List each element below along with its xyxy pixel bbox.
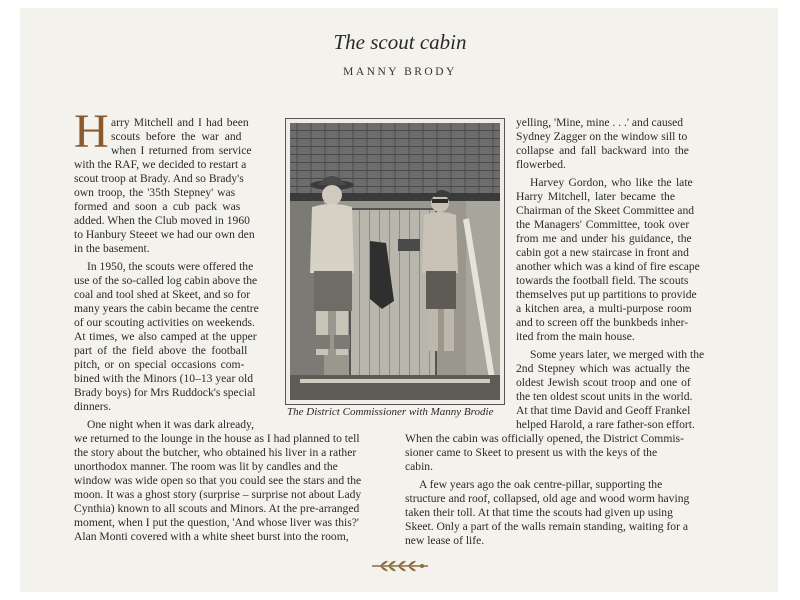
text-line: cabin. [405,460,434,473]
text-line: flowerbed. [516,158,566,171]
text-line: Chairman of the Skeet Committee and [516,204,695,217]
page-title: The scout cabin [333,30,467,54]
text-line: pitch, or on special occasions com- [74,358,245,371]
text-line: In 1950, the scouts were offered the [87,260,254,273]
text-line: scout troop at Brady. And so Brady's [74,172,244,185]
author-name: MANNY BRODY [343,66,457,78]
text-line: and to screen off the bunkbeds inher- [516,316,689,329]
text-line: own troop, the '35th Stepney' was [74,186,236,199]
text-line: A few years ago the oak centre-pillar, supporting the [419,478,663,491]
text-line: taken their toll. At that time the scouts had given up using [405,506,673,519]
text-line: scouts before the war and [111,130,242,143]
text-line: cabin got a new staircase in front and [516,246,689,259]
text-line: Brady boys) for Mrs Ruddock's special [74,386,256,399]
text-line: use of the so-called log cabin above the [74,274,258,287]
text-line: At times, we also camped at the upper [74,330,257,343]
text-line: when I returned from service [111,144,252,157]
text-line: added. When the Club moved in 1960 [74,214,250,227]
photo-frame [285,118,505,405]
text-line: we returned to the lounge in the house as I had planned to tell [74,432,360,445]
text-line: the Managers' Committee, took over [516,218,690,231]
photo-caption: The District Commissioner with Manny Brodie [287,406,494,418]
text-line: 2nd Stepney which was actually the [516,362,690,375]
drop-cap-letter: H [74,105,109,158]
text-line: Sydney Zagger on the window sill to [516,130,688,143]
text-line: When the cabin was officially opened, the District Commis- [405,432,684,445]
text-line: oldest Jewish scout troop and one of [516,376,691,389]
text-line: arry Mitchell and I had been [111,116,249,129]
text-line: of our scouting activities on weekends. [74,316,255,329]
text-line: dinners. [74,400,112,413]
text-line: towards the football field. The scouts [516,274,689,287]
text-line: part of the field above the football [74,344,248,357]
text-line: Skeet. Only a part of the walls remain standing, waiting for a [405,520,689,533]
text-line: moon. It was a ghost story (surprise – surprise not about Lady [74,488,362,501]
text-line: yelling, 'Mine, mine . . .' and caused [516,116,684,129]
text-line: unorthodox manner. The room was lit by candles and the [74,460,338,473]
text-line: sioner came to Skeet to present us with the keys of the [405,446,658,459]
text-line: themselves put up partitions to provide [516,288,697,301]
text-line: another which was a kind of fire escape [516,260,700,273]
text-line: One night when it was dark already, [87,418,254,431]
text-line: moment, when I put the question, 'And whose liver was this?' [74,516,359,529]
text-line: coal and tool shed at Skeet, and so for [74,288,251,301]
text-line: structure and roof, collapsed, old age and wood worm having [405,492,690,505]
text-line: new lease of life. [405,534,485,547]
text-line: bined with the Minors (10–13 year old [74,372,254,385]
scout-cabin-photo [290,123,500,400]
text-line: Alan Monti covered with a white sheet burst into the room, [74,530,349,543]
text-line: from me and under his guidance, the [516,232,692,245]
text-line: Harry Mitchell, later became the [516,190,675,203]
text-line: collapse and fall backward into the [516,144,689,157]
text-line: window was wide open so that you could see the stars and the [74,474,362,487]
text-line: Cynthia) known to all scouts and Minors. At the pre-arranged [74,502,360,515]
text-line: in the basement. [74,242,150,255]
text-line: Harvey Gordon, who like the late [530,176,693,189]
text-line: Some years later, we merged with the [530,348,705,361]
sprig-ornament-icon [370,557,430,573]
text-line: a kitchen area, a multi-purpose room [516,302,692,315]
text-line: ited from the main house. [516,330,635,343]
text-line: formed and soon a cub pack was [74,200,241,213]
text-line: the ten oldest scout units in the world. [516,390,693,403]
text-line: At that time David and Geoff Frankel [516,404,691,417]
text-line: helped Harold, a rare father-son effort. [516,418,695,431]
text-line: with the RAF, we decided to restart a [74,158,247,171]
text-line: to Hanbury Steeet we had our own den [74,228,255,241]
text-line: the story about the butcher, who obtained his liver in a rather [74,446,357,459]
text-line: many years the cabin became the centre [74,302,259,315]
